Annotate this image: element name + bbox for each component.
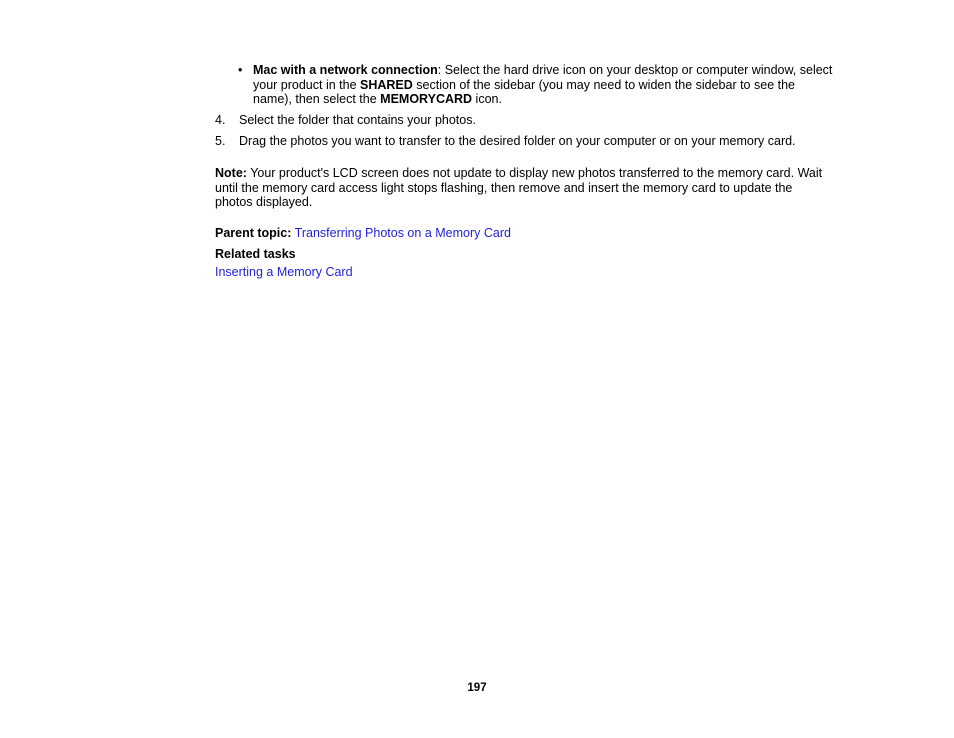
step-number: 5.: [215, 134, 226, 148]
bullet-text-part-2: section of the sidebar (you may need to widen the sidebar to see the name), then select the: [253, 77, 795, 107]
page-number: 197: [467, 682, 487, 694]
memorycard-keyword: MEMORYCARD: [380, 92, 473, 107]
step-5: [215, 134, 855, 149]
related-tasks-heading: Related tasks: [215, 247, 296, 261]
step-4: [215, 113, 855, 128]
bullet-item-text: [253, 63, 833, 107]
note-label: Note:: [215, 166, 247, 180]
shared-keyword: SHARED: [360, 77, 413, 92]
parent-topic-label: Parent topic:: [215, 226, 292, 240]
step-number: 4.: [215, 113, 226, 127]
step-text: Select the folder that contains your photos.: [239, 113, 476, 127]
note-text: Your product's LCD screen does not update to display new photos transferred to the memory card. Wait until the memory card access light stops flashing, then remove and insert the memory card to update the photos displayed.: [215, 166, 823, 210]
parent-topic: [215, 226, 815, 241]
related-tasks-list: [215, 265, 515, 280]
related-task-link[interactable]: Inserting a Memory Card: [215, 265, 353, 279]
parent-topic-link[interactable]: Transferring Photos on a Memory Card: [294, 226, 511, 240]
note-paragraph: [215, 166, 823, 210]
bullet-term: Mac with a network connection: [253, 63, 438, 77]
step-text: Drag the photos you want to transfer to the desired folder on your computer or on your memory card.: [239, 134, 796, 148]
bullet-item-mac-network: [238, 63, 838, 107]
bullet-text-part-1: : Select the hard drive icon on your desktop or computer window, select your product in the: [253, 63, 833, 92]
bullet-marker: •: [238, 63, 243, 77]
bullet-text-part-3: icon.: [472, 92, 502, 107]
